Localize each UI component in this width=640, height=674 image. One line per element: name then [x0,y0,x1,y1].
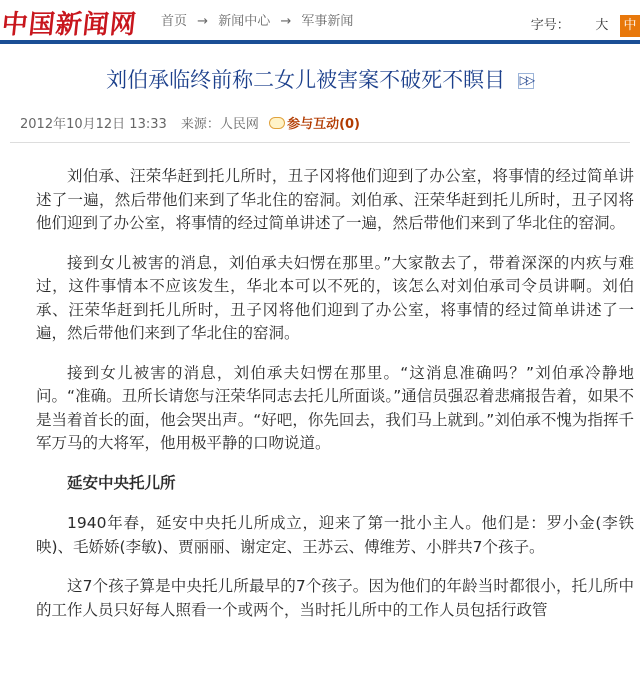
header-divider [0,40,640,44]
article-paragraph: 接到女儿被害的消息，刘伯承夫妇愣在那里。“这消息准确吗？”刘伯承冷静地问。“准确。丑所长请您与汪荣华同志去托儿所面谈。”通信员强忍着悲痛报告着，如果不是当着首长的面，他会哭出声。“好吧，你先回去，我们马上就到。”刘伯承不愧为指挥千军万马的大将军，他用极平静的口吻说道。 [36,363,634,452]
breadcrumb-news-center[interactable]: 新闻中心 [218,14,271,29]
article-source: 来源：人民网 [180,117,259,132]
double-arrow-icon[interactable]: ▷▷ [519,73,533,87]
section-heading: 延安中央托儿所 [67,473,176,492]
breadcrumb-military-news[interactable]: 军事新闻 [301,14,354,29]
article-title-text: 刘伯承临终前称二女儿被害案不破死不瞑目 [106,68,506,92]
article-title [0,64,640,94]
meta-divider [10,142,630,143]
article-paragraph: 这7个孩子算是中央托儿所最早的7个孩子。因为他们的年龄当时都很小，托儿所中的工作人员只好每人照看一个或两个，当时托儿所中的工作人员包括行政管 [36,577,634,619]
publish-date: 2012年10月12日 13:33 [20,117,167,132]
top-bar [0,0,640,38]
breadcrumb [158,10,356,29]
breadcrumb-arrow-icon: → [280,14,292,29]
font-size-medium-button[interactable]: 中 [620,15,640,37]
site-logo[interactable]: 中国新闻网 [0,10,139,40]
article-body [36,165,634,638]
article-paragraph: 1940年春，延安中央托儿所成立，迎来了第一批小主人。他们是：罗小金(李铁映)、毛娇娇(李敏)、贾丽丽、谢定定、王苏云、傅维芳、小胖共7个孩子。 [36,514,634,556]
discuss-label: 参与互动(0) [287,117,360,132]
font-size-control [531,14,640,37]
comment-bubble-icon [269,117,285,129]
breadcrumb-arrow-icon: → [197,14,209,29]
font-size-label: 字号： [530,18,570,33]
breadcrumb-home[interactable]: 首页 [161,14,188,29]
font-size-large-button[interactable]: 大 [595,18,609,33]
article-meta [20,113,360,132]
article-paragraph: 刘伯承、汪荣华赶到托儿所时，丑子冈将他们迎到了办公室，将事情的经过简单讲述了一遍，然后带他们来到了华北住的窑洞。刘伯承、汪荣华赶到托儿所时，丑子冈将他们迎到了办公室，将事情的经过简单讲述了一遍，然后带他们来到了华北住的窑洞。 [36,167,634,232]
article-paragraph: 接到女儿被害的消息，刘伯承夫妇愣在那里。”大家散去了，带着深深的内疚与难过，这件事情本不应该发生，华北本可以不死的，该怎么对刘伯承司令员讲啊。刘伯承、汪荣华赶到托儿所时，丑子冈将他们迎到了办公室，将事情的经过简单讲述了一遍，然后带他们来到了华北住的窑洞。 [36,253,634,342]
discuss-link[interactable] [269,117,360,132]
